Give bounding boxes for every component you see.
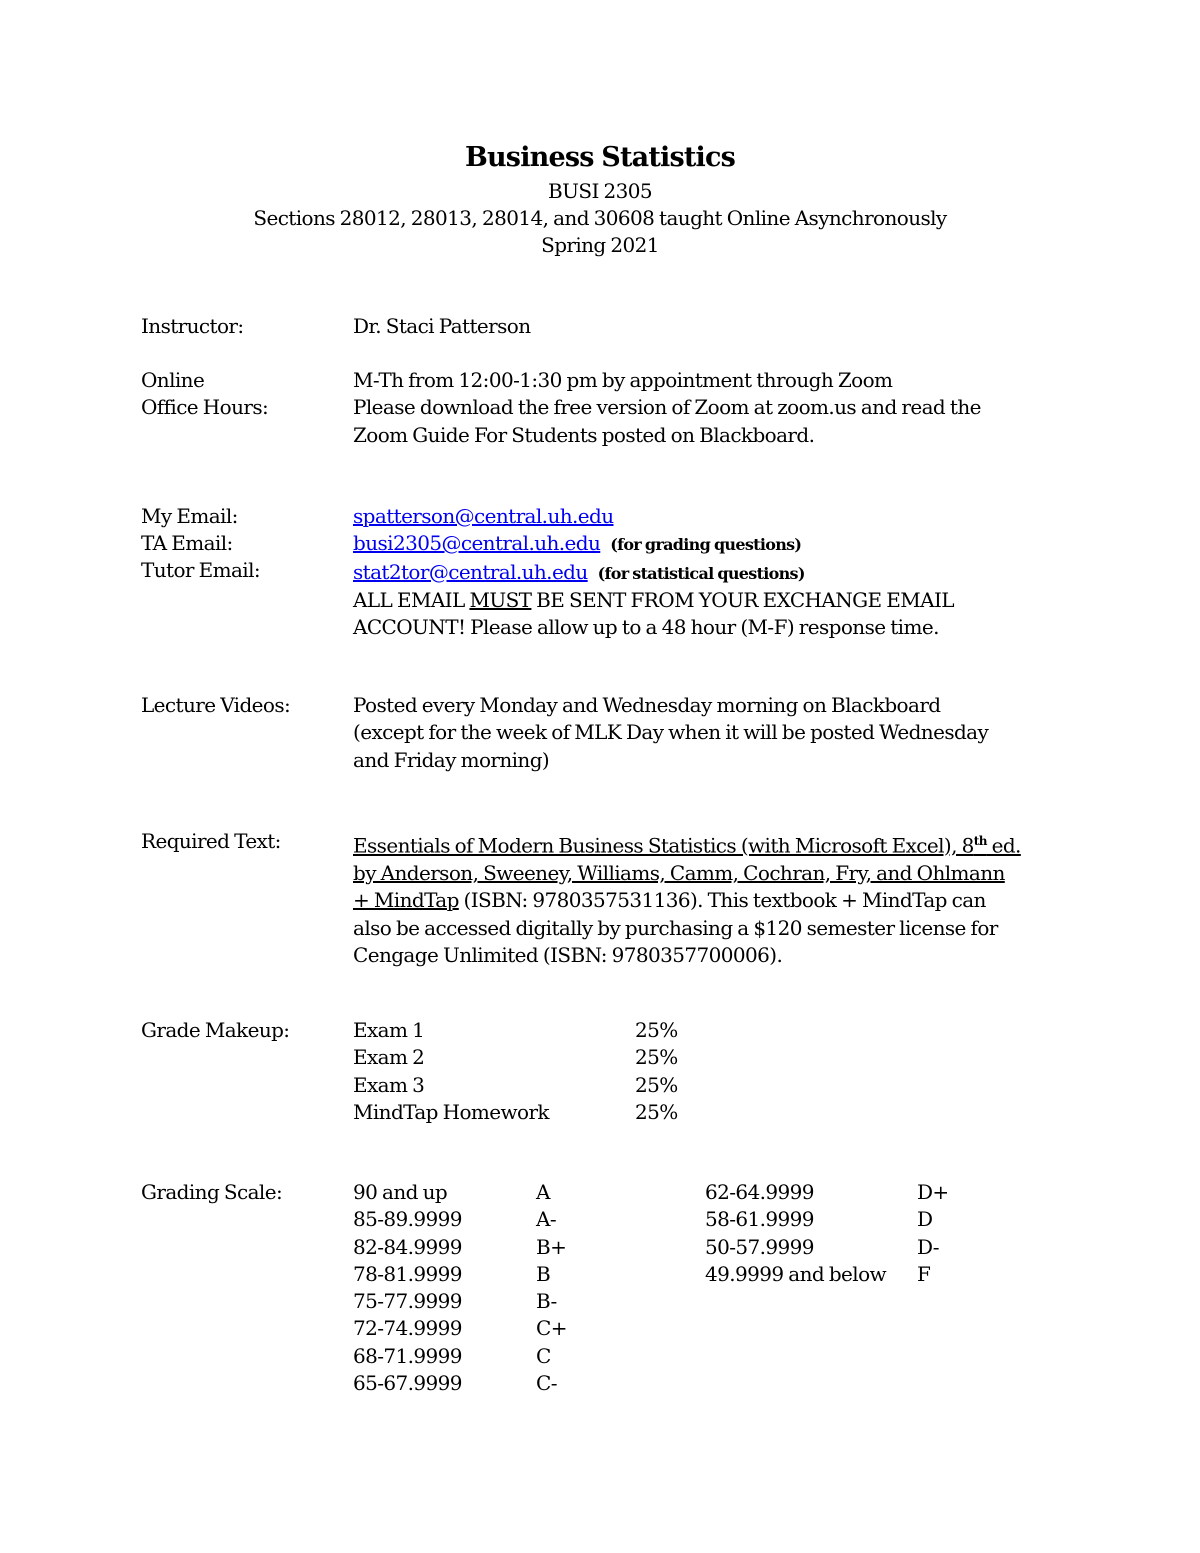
grade-letter: F: [917, 1261, 931, 1286]
grade-range: 85-89.9999: [353, 1207, 462, 1232]
document-title: Business Statistics: [464, 142, 736, 173]
grade-letter: C+: [536, 1316, 567, 1341]
tutor-email-link[interactable]: stat2tor@central.uh.edu: [353, 559, 588, 584]
grade-component-name: Exam 2: [353, 1045, 425, 1070]
instructor-label: Instructor:: [141, 314, 244, 338]
office-hours-details: [353, 367, 981, 449]
office-hours-label-online: Online: [141, 368, 205, 392]
textbook-digital-line: also be accessed digitally by purchasing a $120 semester license for: [353, 915, 998, 940]
lecture-videos-details: [353, 692, 988, 774]
course-term: Spring 2021: [541, 233, 659, 257]
grade-letter: C: [536, 1343, 551, 1368]
grade-component-name: MindTap Homework: [353, 1099, 549, 1124]
grade-letter: C-: [536, 1371, 557, 1396]
textbook-isbn-line: + MindTap (ISBN: 9780357531136). This textbook + MindTap can: [353, 888, 986, 913]
my-email-link[interactable]: spatterson@central.uh.edu: [353, 504, 614, 528]
course-code: BUSI 2305: [547, 179, 652, 203]
grade-makeup-items: [353, 1017, 549, 1126]
grade-component-weight: 25%: [635, 1045, 678, 1070]
instructor-name: Dr. Staci Patterson: [353, 314, 531, 338]
tutor-email-label: Tutor Email:: [141, 558, 261, 582]
lecture-videos-label: Lecture Videos:: [141, 693, 291, 717]
grade-component-weight: 25%: [635, 1018, 678, 1042]
grade-range: 50-57.9999: [705, 1234, 814, 1259]
textbook-authors: by Anderson, Sweeney, Williams, Camm, Cochran, Fry, and Ohlmann: [353, 860, 1005, 885]
email-details: [353, 503, 954, 641]
grade-range: 75-77.9999: [353, 1289, 462, 1314]
grade-range: 65-67.9999: [353, 1371, 462, 1396]
grade-range: 68-71.9999: [353, 1343, 462, 1368]
lecture-videos-line: (except for the week of MLK Day when it will be posted Wednesday: [353, 720, 989, 745]
lecture-videos-line: Posted every Monday and Wednesday morning on Blackboard: [353, 693, 941, 717]
grade-letter: D: [917, 1207, 933, 1232]
grade-letter: B+: [536, 1234, 567, 1259]
grade-makeup-weights: [635, 1017, 678, 1126]
required-text-details: [353, 828, 1021, 969]
grade-range: 62-64.9999: [705, 1180, 814, 1204]
grade-letter: D+: [917, 1180, 949, 1204]
grade-range: 58-61.9999: [705, 1207, 814, 1232]
tutor-email-note: (for statistical questions): [597, 563, 805, 583]
office-hours-line: M-Th from 12:00-1:30 pm by appointment through Zoom: [353, 368, 893, 392]
grade-letter: B-: [536, 1289, 557, 1314]
ta-email-link[interactable]: busi2305@central.uh.edu: [353, 531, 601, 556]
grade-component-name: Exam 3: [353, 1072, 425, 1097]
grade-range: 90 and up: [353, 1180, 448, 1204]
textbook-cengage-line: Cengage Unlimited (ISBN: 9780357700006).: [353, 942, 783, 967]
grading-scale-ranges-left: [353, 1179, 462, 1397]
grade-letter: B: [536, 1261, 551, 1286]
office-hours-line: Please download the free version of Zoom at zoom.us and read the: [353, 395, 981, 420]
grade-range: 78-81.9999: [353, 1261, 462, 1286]
course-sections: Sections 28012, 28013, 28014, and 30608 taught Online Asynchronously: [253, 206, 947, 230]
textbook-title: Essentials of Modern Business Statistics (with Microsoft Excel), 8th ed.: [353, 833, 1021, 858]
grade-letter: A-: [536, 1207, 557, 1232]
grading-scale-letters-right: [917, 1179, 949, 1288]
lecture-videos-line: and Friday morning): [353, 747, 550, 772]
grade-component-weight: 25%: [635, 1099, 678, 1124]
grading-scale-ranges-right: [705, 1179, 886, 1288]
grading-scale-label: Grading Scale:: [141, 1180, 283, 1204]
required-text-label: Required Text:: [141, 829, 281, 853]
grade-makeup-label: Grade Makeup:: [141, 1018, 290, 1042]
ta-email-note: (for grading questions): [610, 535, 802, 555]
grade-component-name: Exam 1: [353, 1018, 425, 1042]
grade-letter: D-: [917, 1234, 939, 1259]
ta-email-label: TA Email:: [141, 531, 233, 555]
my-email-label: My Email:: [141, 504, 238, 528]
grade-range: 72-74.9999: [353, 1316, 462, 1341]
grading-scale-letters-left: [536, 1179, 567, 1397]
grade-range: 82-84.9999: [353, 1234, 462, 1259]
grade-component-weight: 25%: [635, 1072, 678, 1097]
office-hours-line: Zoom Guide For Students posted on Blackboard.: [353, 422, 815, 447]
office-hours-label: Office Hours:: [141, 395, 269, 419]
email-warning-line1: ALL EMAIL MUST BE SENT FROM YOUR EXCHANGE EMAIL: [353, 587, 954, 612]
email-warning-line2: ACCOUNT! Please allow up to a 48 hour (M-F) response time.: [353, 615, 939, 640]
grade-letter: A: [536, 1180, 550, 1204]
must-emphasis: MUST: [469, 587, 532, 612]
grade-range: 49.9999 and below: [705, 1261, 887, 1286]
